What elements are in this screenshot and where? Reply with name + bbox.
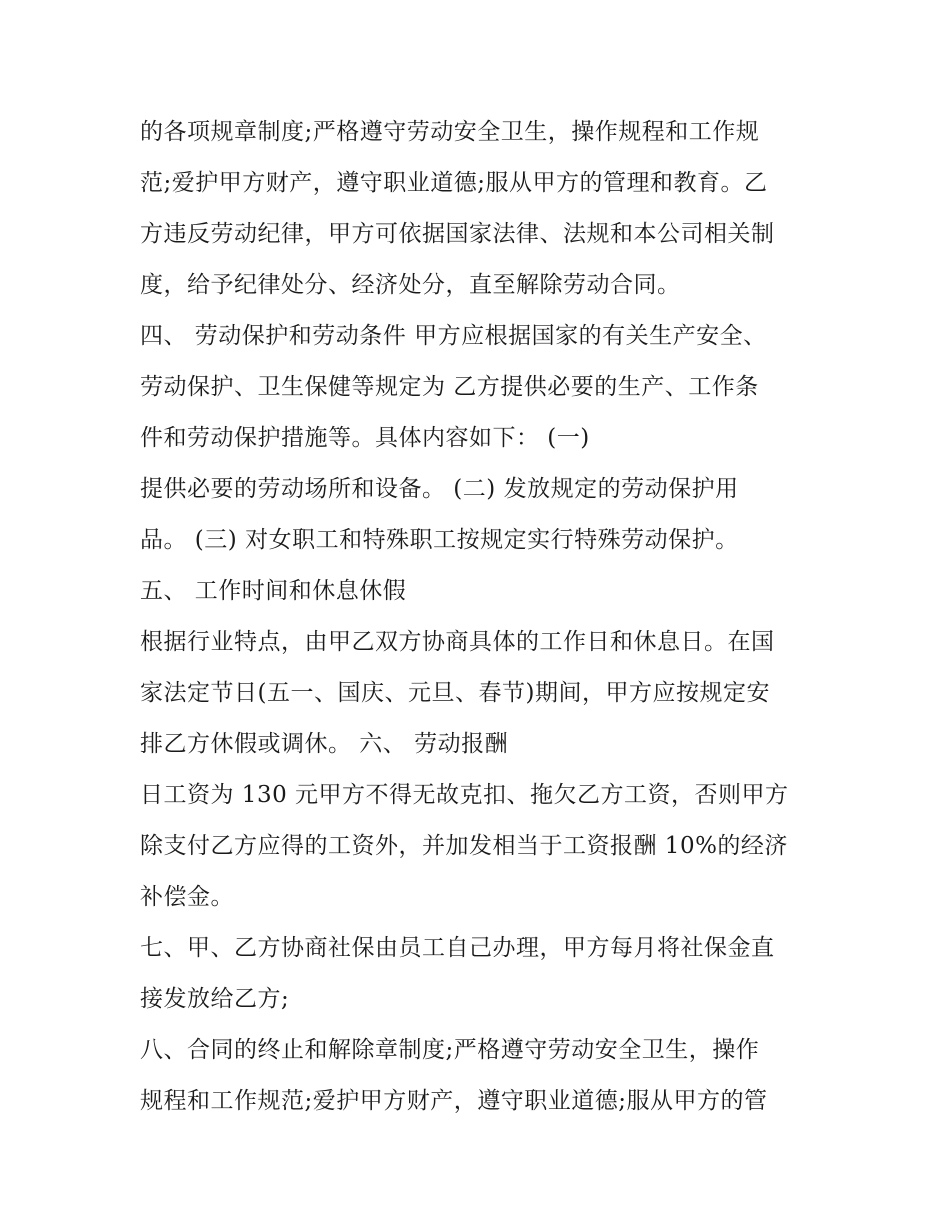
text-line: 日工资为 130 元甲方不得无故克扣、拖欠乙方工资，否则甲方 bbox=[140, 782, 789, 808]
text-line: 劳动保护、卫生保健等规定为 乙方提供必要的生产、工作条 bbox=[140, 374, 759, 400]
section-heading-four: 四、 劳动保护和劳动条件 甲方应根据国家的有关生产安全、 bbox=[140, 323, 767, 349]
text-line: 方违反劳动纪律，甲方可依据国家法律、法规和本公司相关制 bbox=[140, 221, 775, 247]
text-line: 根据行业特点，由甲乙双方协商具体的工作日和休息日。在国 bbox=[140, 629, 775, 655]
section-heading-five: 五、 工作时间和休息休假 bbox=[140, 578, 407, 604]
text-line: 除支付乙方应得的工资外，并加发相当于工资报酬 10%的经济 bbox=[140, 833, 788, 859]
text-line: 范;爱护甲方财产，遵守职业道德;服从甲方的管理和教育。乙 bbox=[140, 170, 768, 196]
text-line: 的各项规章制度;严格遵守劳动安全卫生，操作规程和工作规 bbox=[140, 119, 760, 145]
text-line: 品。 (三) 对女职工和特殊职工按规定实行特殊劳动保护。 bbox=[140, 527, 739, 553]
document-body bbox=[140, 107, 830, 1127]
text-line: 排乙方休假或调休。 六、 劳动报酬 bbox=[140, 731, 509, 757]
text-line: 件和劳动保护措施等。具体内容如下： (一) bbox=[140, 425, 590, 451]
text-line: 度，给予纪律处分、经济处分，直至解除劳动合同。 bbox=[140, 272, 681, 298]
text-line: 接发放给乙方; bbox=[140, 986, 290, 1012]
section-heading-seven: 七、甲、乙方协商社保由员工自己办理，甲方每月将社保金直 bbox=[140, 935, 775, 961]
text-line: 规程和工作规范;爱护甲方财产，遵守职业道德;服从甲方的管 bbox=[140, 1088, 768, 1114]
text-line: 补偿金。 bbox=[140, 884, 234, 910]
text-line: 家法定节日(五一、国庆、元旦、春节)期间，甲方应按规定安 bbox=[140, 680, 770, 706]
text-line: 提供必要的劳动场所和设备。 (二) 发放规定的劳动保护用 bbox=[140, 476, 739, 502]
section-heading-eight: 八、合同的终止和解除章制度;严格遵守劳动安全卫生，操作 bbox=[140, 1037, 760, 1063]
